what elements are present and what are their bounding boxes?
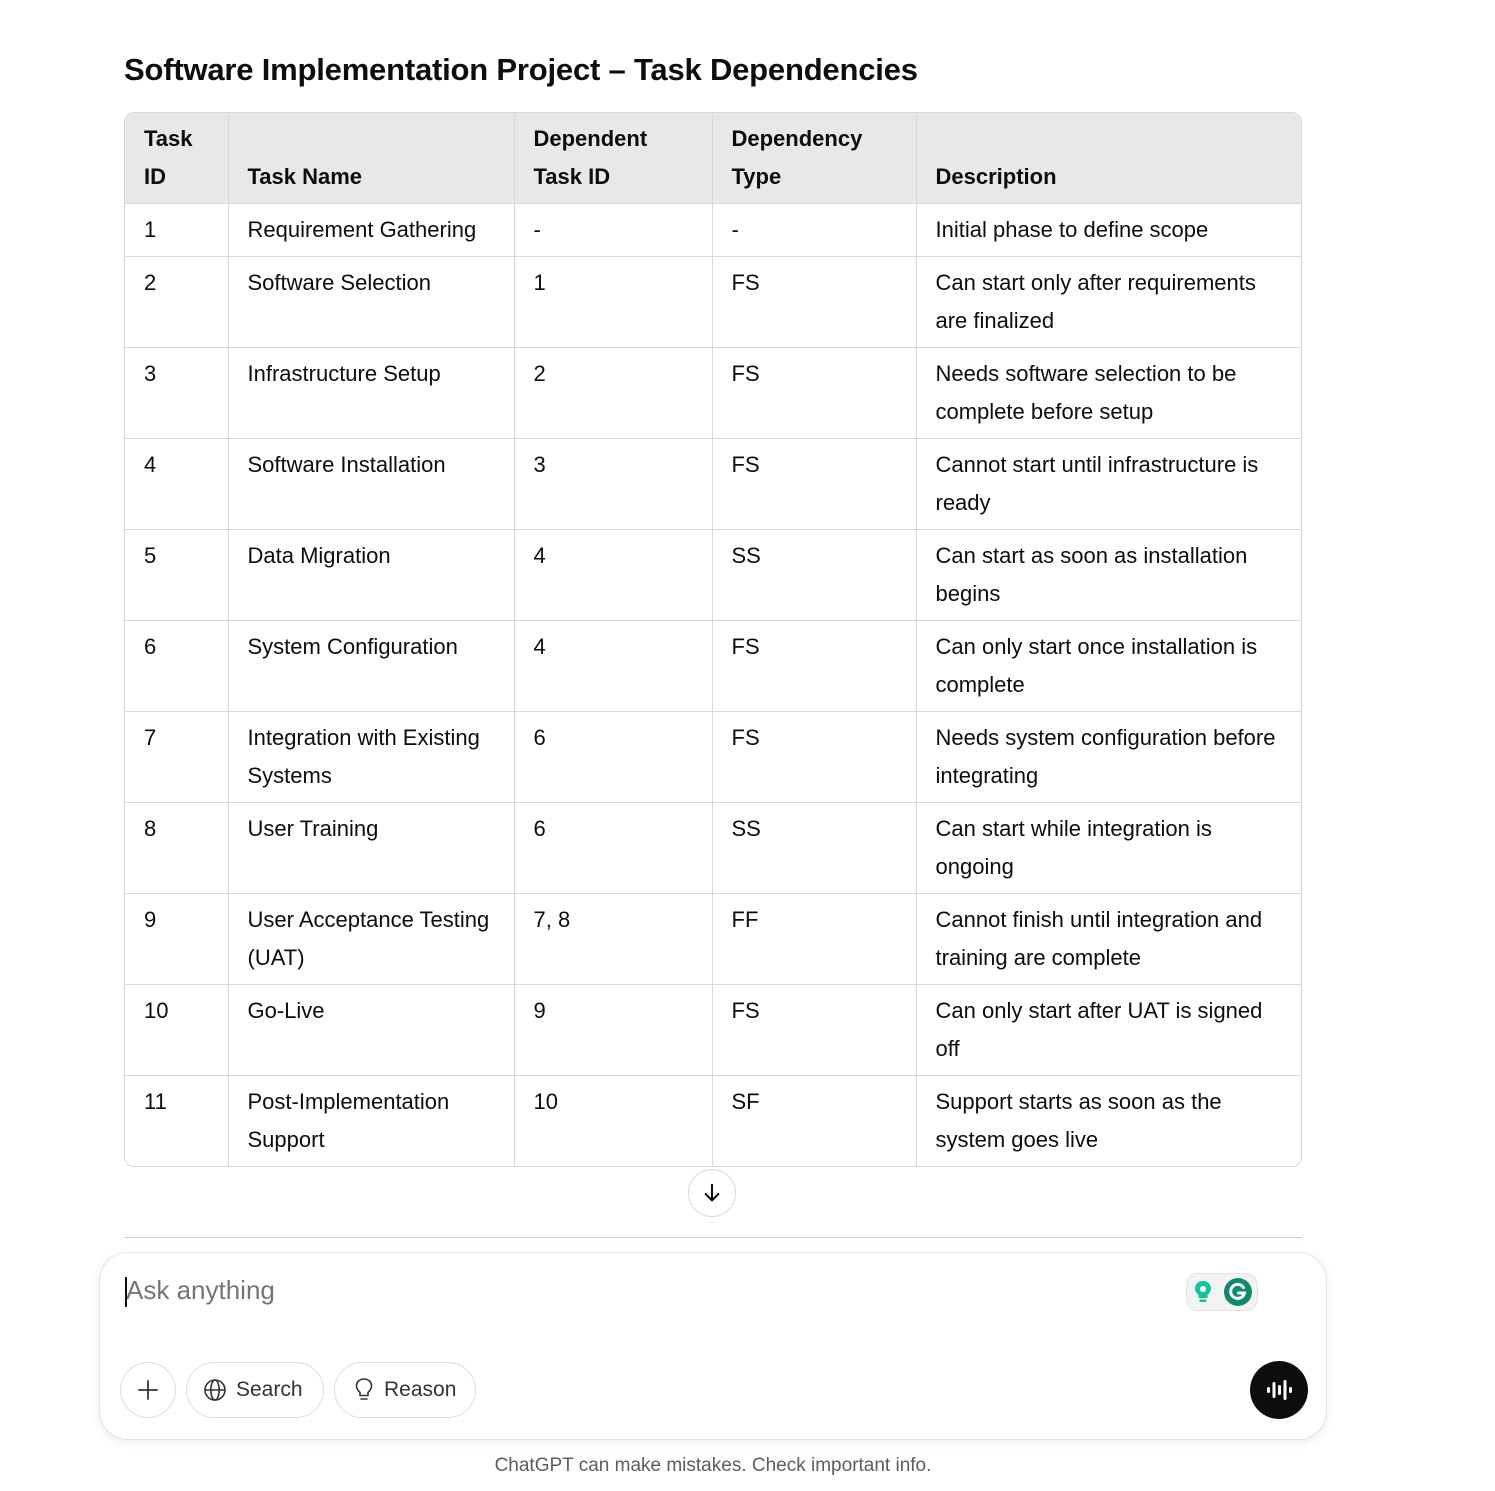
search-button[interactable] <box>186 1362 324 1418</box>
header-dependent-task-id <box>514 113 712 204</box>
cell-description: Can start as soon as installation begins <box>916 530 1301 621</box>
header-dependency-type <box>712 113 916 204</box>
header-dep-type-line1: Dependency <box>731 126 863 151</box>
cell-task-name: System Configuration <box>228 621 514 712</box>
cell-description: Initial phase to define scope <box>916 204 1301 257</box>
table-row <box>125 803 1301 894</box>
cell-task-id: 8 <box>125 803 228 894</box>
cell-dependent: 2 <box>514 348 712 439</box>
dependencies-table-container <box>124 112 1302 1167</box>
cell-task-name: Infrastructure Setup <box>228 348 514 439</box>
table-row <box>125 439 1301 530</box>
cell-description: Can only start after UAT is signed off <box>916 985 1301 1076</box>
cell-description: Cannot finish until integration and training are complete <box>916 894 1301 985</box>
cell-dep-type: - <box>712 204 916 257</box>
voice-waveform-icon <box>1264 1377 1294 1403</box>
cell-dep-type: SS <box>712 530 916 621</box>
cell-task-id: 9 <box>125 894 228 985</box>
cell-dep-type: FS <box>712 621 916 712</box>
table-row <box>125 712 1301 803</box>
cell-task-name: Go-Live <box>228 985 514 1076</box>
cell-dependent: 6 <box>514 803 712 894</box>
cell-dep-type: FS <box>712 257 916 348</box>
cell-description: Support starts as soon as the system goes live <box>916 1076 1301 1167</box>
table-header-row <box>125 113 1301 204</box>
header-dep-type-line2: Type <box>731 164 782 189</box>
cell-task-name: Post-Implementation Support <box>228 1076 514 1167</box>
cell-dependent: 6 <box>514 712 712 803</box>
cell-task-name: Requirement Gathering <box>228 204 514 257</box>
cell-dependent: 1 <box>514 257 712 348</box>
arrow-down-icon <box>701 1182 723 1204</box>
cell-dependent: 4 <box>514 530 712 621</box>
composer-divider <box>124 1237 1302 1238</box>
plus-icon <box>136 1378 160 1402</box>
dependencies-table <box>125 113 1301 1166</box>
header-task-id <box>125 113 228 204</box>
cell-description: Can start only after requirements are finalized <box>916 257 1301 348</box>
cell-description: Can only start once installation is complete <box>916 621 1301 712</box>
header-dependent-line2: Task ID <box>533 164 611 189</box>
cell-dependent: 10 <box>514 1076 712 1167</box>
cell-description: Needs software selection to be complete before setup <box>916 348 1301 439</box>
header-dependent-line1: Dependent <box>533 126 648 151</box>
prompt-input[interactable] <box>126 1275 1126 1306</box>
table-row <box>125 257 1301 348</box>
cell-task-name: Software Installation <box>228 439 514 530</box>
cell-task-id: 10 <box>125 985 228 1076</box>
cell-dependent: 4 <box>514 621 712 712</box>
cell-task-id: 2 <box>125 257 228 348</box>
cell-task-name: Integration with Existing Systems <box>228 712 514 803</box>
header-task-name: Task Name <box>228 113 514 204</box>
cell-task-name: Data Migration <box>228 530 514 621</box>
cell-dep-type: SS <box>712 803 916 894</box>
table-row <box>125 1076 1301 1167</box>
cell-description: Cannot start until infrastructure is ready <box>916 439 1301 530</box>
grammarly-icon[interactable] <box>1223 1277 1253 1307</box>
cell-task-id: 1 <box>125 204 228 257</box>
cell-task-id: 3 <box>125 348 228 439</box>
header-description: Description <box>916 113 1301 204</box>
cell-task-name: User Training <box>228 803 514 894</box>
cell-task-id: 11 <box>125 1076 228 1167</box>
cell-description: Needs system configuration before integrating <box>916 712 1301 803</box>
cell-task-id: 4 <box>125 439 228 530</box>
cell-description: Can start while integration is ongoing <box>916 803 1301 894</box>
cell-dependent: 9 <box>514 985 712 1076</box>
cell-dep-type: FS <box>712 712 916 803</box>
lightbulb-badge-icon[interactable] <box>1192 1279 1214 1305</box>
cell-task-name: User Acceptance Testing (UAT) <box>228 894 514 985</box>
cell-task-name: Software Selection <box>228 257 514 348</box>
cell-task-id: 7 <box>125 712 228 803</box>
voice-mode-button[interactable] <box>1250 1361 1308 1419</box>
cell-task-id: 6 <box>125 621 228 712</box>
extension-icons[interactable] <box>1186 1273 1258 1311</box>
cell-dep-type: FS <box>712 439 916 530</box>
cell-dep-type: SF <box>712 1076 916 1167</box>
globe-icon <box>203 1378 227 1402</box>
cell-dep-type: FS <box>712 348 916 439</box>
page-title: Software Implementation Project – Task Dependencies <box>124 52 918 87</box>
reason-button-label: Reason <box>384 1378 457 1401</box>
cell-dependent: 3 <box>514 439 712 530</box>
table-row <box>125 530 1301 621</box>
table-row <box>125 204 1301 257</box>
reason-button[interactable] <box>334 1362 476 1418</box>
disclaimer-text: ChatGPT can make mistakes. Check important info. <box>494 1455 932 1476</box>
header-task-id-line1: Task <box>144 126 193 151</box>
table-row <box>125 985 1301 1076</box>
search-button-label: Search <box>236 1378 303 1401</box>
add-attachment-button[interactable] <box>120 1362 176 1418</box>
table-row <box>125 894 1301 985</box>
table-row <box>125 348 1301 439</box>
scroll-to-bottom-button[interactable] <box>688 1169 736 1217</box>
cell-dependent: - <box>514 204 712 257</box>
header-task-id-line2: ID <box>144 164 166 189</box>
cell-dependent: 7, 8 <box>514 894 712 985</box>
message-composer <box>100 1253 1326 1439</box>
lightbulb-icon <box>353 1377 375 1403</box>
cell-dep-type: FF <box>712 894 916 985</box>
text-cursor <box>125 1277 127 1307</box>
table-row <box>125 621 1301 712</box>
cell-task-id: 5 <box>125 530 228 621</box>
cell-dep-type: FS <box>712 985 916 1076</box>
